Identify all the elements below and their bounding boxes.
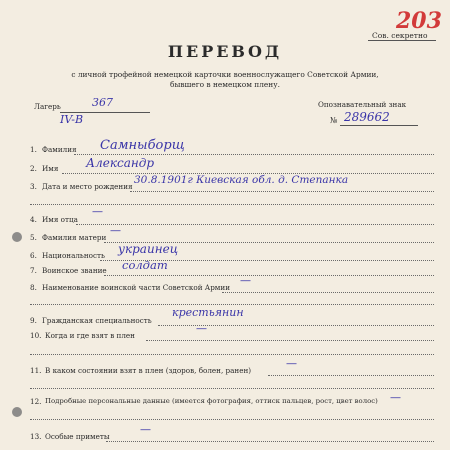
field-3-number: 3. — [30, 182, 37, 191]
camp-value: 367 — [92, 96, 113, 109]
field-7-number: 7. — [30, 266, 37, 275]
field-8-number: 8. — [30, 283, 37, 292]
field-3-label: Дата и место рождения — [42, 182, 133, 191]
field-10-label: Когда и где взят в плен — [45, 331, 135, 340]
field-2-label: Имя — [42, 164, 59, 173]
camp-extra-value: IV-B — [60, 113, 84, 126]
badge-number-sign: № — [330, 116, 338, 125]
field-7-label: Воинское звание — [42, 266, 107, 275]
field-7-line — [104, 275, 434, 276]
field-2-value: Александр — [86, 156, 155, 170]
field-8-extra-line — [30, 304, 434, 305]
field-3-line — [130, 191, 434, 192]
punch-hole-top — [12, 232, 22, 242]
field-12-value: — — [390, 391, 401, 404]
field-12-number: 12. — [30, 397, 42, 406]
badge-label: Опознавательный знак — [318, 100, 407, 109]
field-3-value: 30.8.1901г Киевская обл. д. Степанка — [134, 174, 349, 186]
field-6-value: украинец — [118, 242, 179, 256]
field-11-number: 11. — [30, 366, 42, 375]
field-8-line — [222, 292, 434, 293]
page-title: ПЕРЕВОД — [167, 42, 283, 61]
subtitle-line-1: с личной трофейной немецкой карточки военнослужащего Советской Армии, — [71, 70, 379, 79]
secret-stamp-label: Сов. секретно — [372, 31, 428, 40]
field-11-label: В каком состоянии взят в плен (здоров, болен, ранен) — [45, 366, 252, 375]
field-5-number: 5. — [30, 233, 37, 242]
field-13-line — [106, 441, 434, 442]
field-8-label: Наименование воинской части Советской Армии — [42, 283, 230, 292]
punch-hole-bottom — [12, 407, 22, 417]
field-12-line — [30, 419, 434, 420]
field-10-number: 10. — [30, 331, 42, 340]
field-4-value: — — [92, 205, 103, 218]
field-12-label: Подробные персональные данные (имеется фотография, оттиск пальцев, рост, цвет волос) — [45, 397, 378, 405]
field-11-line — [268, 375, 434, 376]
badge-underline — [340, 125, 418, 126]
secret-stamp-underline — [368, 40, 436, 41]
field-3-extra-line — [30, 204, 434, 205]
camp-label: Лагерь — [34, 102, 61, 111]
field-13-value: — — [140, 423, 151, 436]
field-9-number: 9. — [30, 316, 37, 325]
field-2-number: 2. — [30, 164, 37, 173]
field-1-number: 1. — [30, 145, 37, 154]
subtitle-line-2: бывшего в немецком плену. — [170, 80, 280, 89]
field-4-number: 4. — [30, 215, 37, 224]
field-10-extra-line — [30, 354, 434, 355]
field-6-number: 6. — [30, 251, 37, 260]
field-9-value: крестьянин — [172, 306, 244, 319]
field-4-label: Имя отца — [42, 215, 78, 224]
field-8-value: — — [240, 274, 251, 287]
field-4-line — [76, 224, 434, 225]
field-11-extra-line — [30, 388, 434, 389]
field-1-line — [74, 154, 434, 155]
field-13-label: Особые приметы — [45, 432, 110, 441]
field-10-line — [146, 340, 434, 341]
field-1-value: Самныборщ — [100, 138, 185, 153]
field-5-label: Фамилия матери — [42, 233, 107, 242]
field-1-label: Фамилия — [42, 145, 77, 154]
field-13-number: 13. — [30, 432, 42, 441]
field-10-value: — — [196, 322, 207, 335]
field-7-value: солдат — [122, 258, 168, 272]
field-6-label: Национальность — [42, 251, 105, 260]
badge-value: 289662 — [344, 110, 390, 124]
field-11-value: — — [286, 357, 297, 370]
field-5-value: — — [110, 224, 121, 237]
secret-stamp-number: 203 — [396, 8, 442, 34]
field-9-label: Гражданская специальность — [42, 316, 152, 325]
